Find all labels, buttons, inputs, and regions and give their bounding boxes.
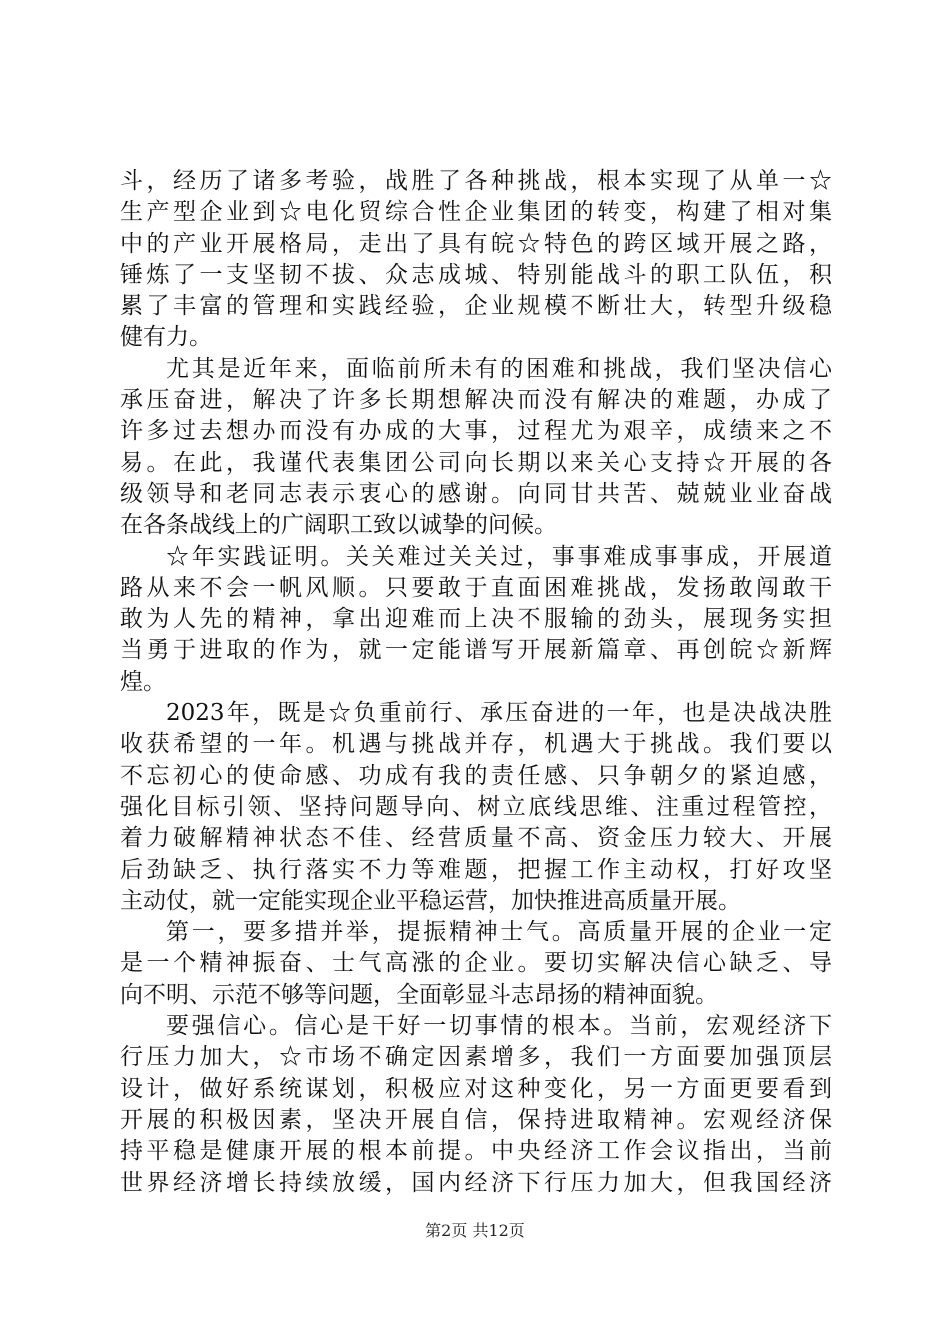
text-line: 着力破解精神状态不佳、经营质量不高、资金压力较大、开展	[120, 825, 832, 852]
text-line: 健有力。	[120, 324, 212, 351]
text-line: 强化目标引领、坚持问题导向、树立底线思维、注重过程管控，	[120, 793, 832, 820]
text-line: 许多过去想办而没有办成的大事，过程尤为艰辛，成绩来之不	[120, 418, 832, 445]
text-line: 第一，要多措并举，提振精神士气。高质量开展的企业一定	[166, 919, 832, 946]
text-line: 易。在此，我谨代表集团公司向长期以来关心支持☆开展的各	[120, 449, 832, 476]
text-line: 收获希望的一年。机遇与挑战并存，机遇大于挑战。我们要以	[120, 731, 832, 758]
text-line: 后劲缺乏、执行落实不力等难题，把握工作主动权，打好攻坚	[120, 856, 832, 883]
text-line: 当勇于进取的作为，就一定能谱写开展新篇章、再创皖☆新辉	[120, 637, 832, 664]
text-line: 向不明、示范不够等问题，全面彰显斗志昂扬的精神面貌。	[120, 981, 718, 1008]
text-line: 要强信心。信心是干好一切事情的根本。当前，宏观经济下	[166, 1013, 832, 1040]
text-line: 行压力加大，☆市场不确定因素增多，我们一方面要加强顶层	[120, 1044, 832, 1071]
text-line: 锤炼了一支坚韧不拔、众志成城、特别能战斗的职工队伍，积	[120, 261, 832, 288]
text-line: 中的产业开展格局，走出了具有皖☆特色的跨区域开展之路，	[120, 230, 832, 257]
text-line: ☆年实践证明。关关难过关关过，事事难成事事成，开展道	[166, 543, 832, 570]
text-line: 持平稳是健康开展的根本前提。中央经济工作会议指出，当前	[120, 1138, 832, 1165]
text-line: 斗，经历了诸多考验，战胜了各种挑战，根本实现了从单一☆	[120, 168, 832, 194]
page-footer: 第2页 共12页	[425, 1221, 525, 1240]
text-line: 级领导和老同志表示衷心的感谢。向同甘共苦、兢兢业业奋战	[120, 480, 832, 507]
text-line: 主动仗，就一定能实现企业平稳运营，加快推进高质量开展。	[120, 887, 741, 914]
text-line: 是一个精神振奋、士气高涨的企业。要切实解决信心缺乏、导	[120, 950, 832, 977]
text-line: 世界经济增长持续放缓，国内经济下行压力加大，但我国经济	[120, 1169, 832, 1196]
text-line: 不忘初心的使命感、功成有我的责任感、只争朝夕的紧迫感，	[120, 762, 832, 789]
text-line: 开展的积极因素，坚决开展自信，保持进取精神。宏观经济保	[120, 1106, 832, 1133]
text-line: 敢为人先的精神，拿出迎难而上决不服输的劲头，展现务实担	[120, 606, 832, 633]
body-text	[120, 166, 832, 1199]
text-line: 2023年，既是☆负重前行、承压奋进的一年，也是决战决胜	[166, 700, 832, 727]
text-line: 承压奋进，解决了许多长期想解决而没有解决的难题，办成了	[120, 387, 832, 414]
text-line: 累了丰富的管理和实践经验，企业规模不断壮大，转型升级稳	[120, 293, 832, 320]
text-line: 尤其是近年来，面临前所未有的困难和挑战，我们坚决信心	[166, 355, 832, 382]
text-line: 生产型企业到☆电化贸综合性企业集团的转变，构建了相对集	[120, 199, 832, 226]
text-line: 煌。	[120, 668, 166, 695]
text-line: 路从来不会一帆风顺。只要敢于直面困难挑战，发扬敢闯敢干	[120, 574, 832, 601]
text-line: 设计，做好系统谋划，积极应对这种变化，另一方面更要看到	[120, 1075, 832, 1102]
text-line: 在各条战线上的广阔职工致以诚挚的问候。	[120, 512, 557, 539]
